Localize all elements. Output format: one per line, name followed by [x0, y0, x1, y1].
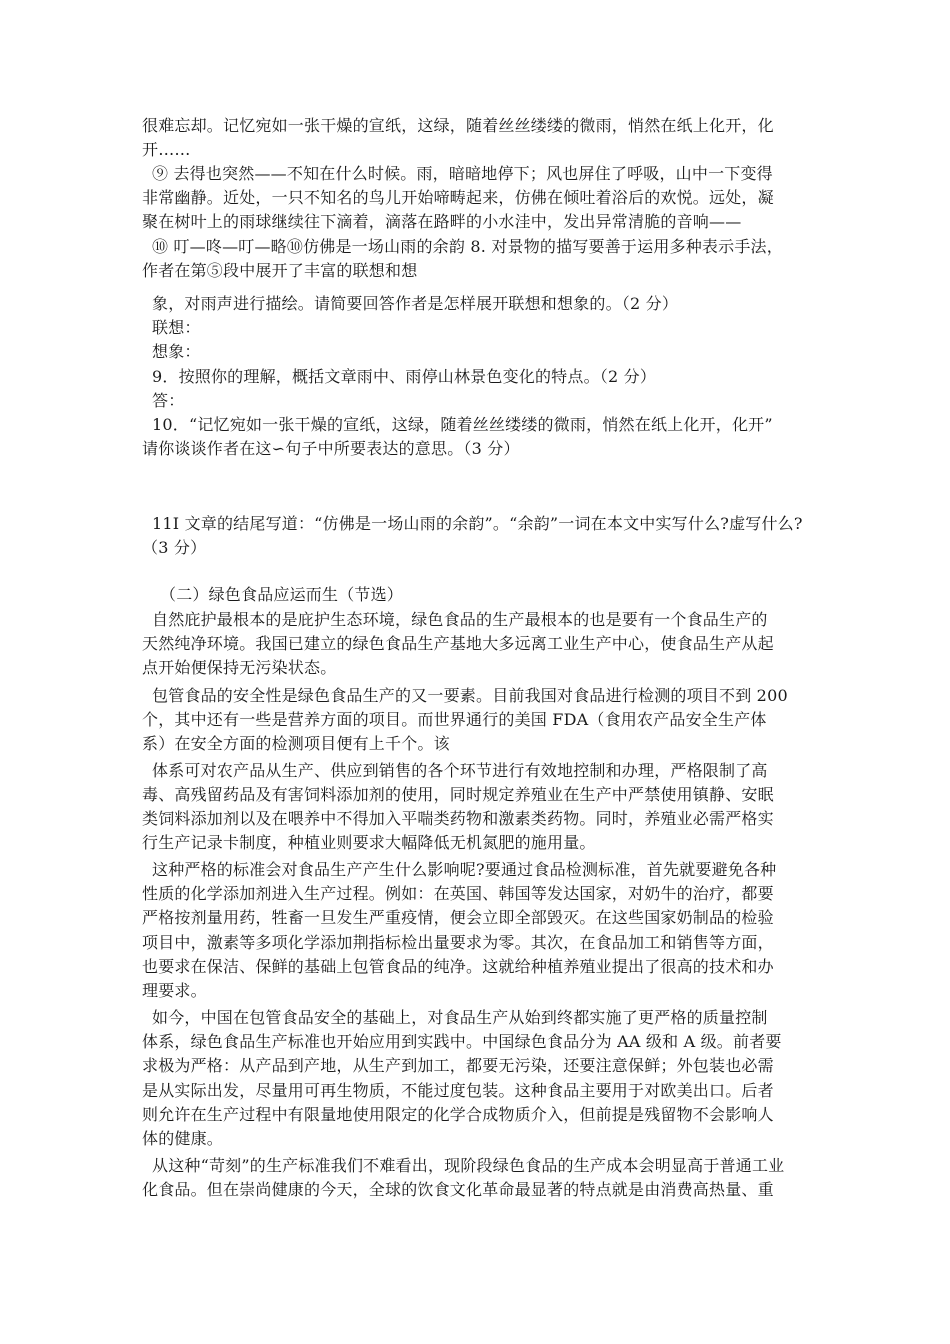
question-line: 9．按照你的理解，概括文章雨中、雨停山林景色变化的特点。（2 分）	[152, 367, 657, 386]
text-line: 从这种“苛刻”的生产标准我们不难看出，现阶段绿色食品的生产成本会明显高于普通工业	[152, 1156, 785, 1175]
text-line: 类饲料添加剂以及在喂养中不得加入平喘类药物和激素类药物。同时，养殖业必需严格实	[142, 809, 774, 828]
text-line: 包管食品的安全性是绿色食品生产的又一要素。目前我国对食品进行检测的项目不到 200	[152, 686, 788, 705]
text-line: 很难忘却。记忆宛如一张干燥的宣纸，这绿，随着丝丝缕缕的微雨，悄然在纸上化开，化	[142, 116, 774, 135]
text-line: 严格按剂量用药，牲畜一旦发生严重疫情，便会立即全部毁灭。在这些国家奶制品的检验	[142, 908, 774, 927]
question-line: 11I 文章的结尾写道：“仿佛是一场山雨的余韵”。“余韵”一词在本文中实写什么?虚写什么?	[152, 514, 803, 533]
text-line: ⑩ 叮—咚—叮—略⑩仿佛是一场山雨的余韵 8. 对景物的描写要善于运用多种表示手法，	[152, 237, 783, 256]
text-line: 系）在安全方面的检测项目便有上千个。该	[142, 734, 450, 753]
text-line: 如今，中国在包管食品安全的基础上，对食品生产从始到终都实施了更严格的质量控制	[152, 1008, 768, 1027]
text-line: 体的健康。	[142, 1129, 224, 1148]
question-line: 象，对雨声进行描绘。请简要回答作者是怎样展开联想和想象的。（2 分）	[152, 294, 679, 313]
text-line: 化食品。但在崇尚健康的今天，全球的饮食文化革命最显著的特点就是由消费高热量、重	[142, 1180, 774, 1199]
text-line: 自然庇护最根本的是庇护生态环境，绿色食品的生产最根本的也是要有一个食品生产的	[152, 610, 768, 629]
text-line: 这种严格的标准会对食品生产产生什么影响呢?要通过食品检测标准，首先就要避免各种	[152, 860, 777, 879]
question-line: 请你谈谈作者在这∽句子中所要表达的意思。（3 分）	[142, 439, 520, 458]
section-heading: （二）绿色食品应运而生（节选）	[160, 585, 404, 604]
text-line: 点开始便保持无污染状态。	[142, 658, 337, 677]
text-line: 个，其中还有一些是营养方面的项目。而世界通行的美国 FDA（食用农产品安全生产体	[142, 710, 767, 729]
text-line: 也要求在保洁、保鲜的基础上包管食品的纯净。这就给种植养殖业提出了很高的技术和办	[142, 957, 774, 976]
text-line: 毒、高残留药品及有害饲料添加剂的使用，同时规定养殖业在生产中严禁使用镇静、安眠	[142, 785, 774, 804]
text-line: 非常幽静。近处，一只不知名的鸟儿开始啼畴起来，仿佛在倾吐着浴后的欢悦。远处，凝	[142, 188, 774, 207]
text-line: ⑨ 去得也突然——不知在什么时候。雨，暗暗地停下；风也屏住了呼吸，山中一下变得	[152, 164, 773, 183]
answer-label: 想象：	[152, 342, 201, 361]
question-line: 10．“记忆宛如一张干燥的宣纸，这绿，随着丝丝缕缕的微雨，悄然在纸上化开，化开”	[152, 415, 773, 434]
text-line: 体系可对农产品从生产、供应到销售的各个环节进行有效地控制和办理，严格限制了高	[152, 761, 768, 780]
text-line: 项目中，激素等多项化学添加荆指标检出量要求为零。其次，在食品加工和销售等方面，	[142, 933, 774, 952]
question-line: （3 分）	[142, 538, 207, 557]
text-line: 性质的化学添加剂进入生产过程。例如：在英国、韩国等发达国家，对奶牛的治疗，都要	[142, 884, 774, 903]
text-line: 则允许在生产过程中有限量地使用限定的化学合成物质介入，但前提是残留物不会影响人	[142, 1105, 774, 1124]
text-line: 开……	[142, 140, 191, 159]
text-line: 求极为严格：从产品到产地，从生产到加工，都要无污染，还要注意保鲜；外包装也必需	[142, 1056, 774, 1075]
text-line: 是从实际出发，尽量用可再生物质，不能过度包装。这种食品主要用于对欧美出口。后者	[142, 1081, 774, 1100]
answer-label: 答：	[152, 391, 185, 410]
text-line: 作者在第⑤段中展开了丰富的联想和想	[142, 261, 418, 280]
text-line: 体系，绿色食品生产标准也开始应用到实践中。中国绿色食品分为 AA 级和 A 级。前者要	[142, 1032, 782, 1051]
text-line: 理要求。	[142, 981, 207, 1000]
answer-label: 联想：	[152, 318, 201, 337]
text-line: 行生产记录卡制度，种植业则要求大幅降低无机氮肥的施用量。	[142, 833, 596, 852]
text-line: 聚在树叶上的雨球继续往下滴着，滴落在路畔的小水洼中，发出异常清脆的音响——	[142, 212, 742, 231]
text-line: 天然纯净环境。我国已建立的绿色食品生产基地大多远离工业生产中心，使食品生产从起	[142, 634, 774, 653]
